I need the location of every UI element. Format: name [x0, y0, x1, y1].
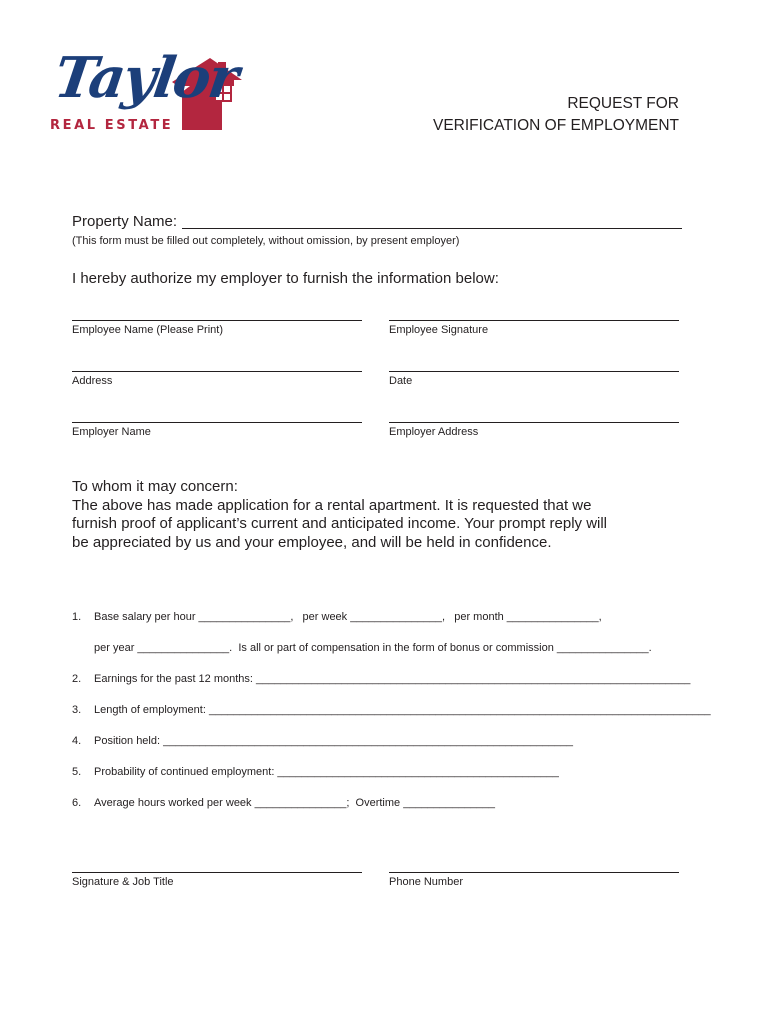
document-title-line2: VERIFICATION OF EMPLOYMENT [432, 117, 679, 134]
length-of-employment-field[interactable]: Length of employment: __________________________________________________________________________________ [94, 704, 711, 716]
item-number: 4. [72, 735, 82, 747]
hours-overtime-fields[interactable]: Average hours worked per week _______________; Overtime _______________ [94, 797, 495, 809]
address-field[interactable] [72, 371, 362, 372]
employer-name-field[interactable] [72, 422, 362, 423]
earnings-field[interactable]: Earnings for the past 12 months: _______________________________________________________________________ [94, 673, 691, 685]
phone-number-field[interactable] [389, 872, 679, 873]
letter-body [72, 478, 607, 552]
date-label: Date [389, 375, 413, 387]
employee-signature-field[interactable] [389, 320, 679, 321]
authorization-statement: I hereby authorize my employer to furnish the information below: [72, 270, 499, 287]
position-held-field[interactable]: Position held: ___________________________________________________________________ [94, 735, 573, 747]
continued-employment-field[interactable]: Probability of continued employment: ______________________________________________ [94, 766, 559, 778]
employer-name-label: Employer Name [72, 426, 151, 438]
property-name-label: Property Name: [72, 213, 178, 230]
letter-line: be appreciated by us and your employee, and will be held in confidence. [72, 533, 552, 551]
item-number: 2. [72, 673, 82, 685]
form-instruction-note: (This form must be filled out completely, without omission, by present employer) [72, 235, 460, 247]
employer-address-label: Employer Address [389, 426, 479, 438]
item-number: 6. [72, 797, 82, 809]
signature-job-title-field[interactable] [72, 872, 362, 873]
item-number: 5. [72, 766, 82, 778]
employee-name-label: Employee Name (Please Print) [72, 324, 224, 336]
address-label: Address [72, 375, 113, 387]
employee-name-field[interactable] [72, 320, 362, 321]
employee-signature-label: Employee Signature [389, 324, 489, 336]
phone-number-label: Phone Number [389, 876, 463, 888]
logo-wordmark: Taylor [50, 45, 241, 111]
letter-line: To whom it may concern: [72, 478, 238, 495]
item-number: 3. [72, 704, 82, 716]
item-number: 1. [72, 611, 82, 623]
signature-job-title-label: Signature & Job Title [72, 876, 174, 888]
salary-fields[interactable]: Base salary per hour _______________, per week _______________, per month _______________, [94, 611, 602, 623]
document-title-line1: REQUEST FOR [567, 95, 679, 112]
letter-line: The above has made application for a rental apartment. It is requested that we [72, 496, 592, 514]
letter-line: furnish proof of applicant’s current and anticipated income. Your prompt reply will [72, 515, 608, 532]
date-field[interactable] [389, 371, 679, 372]
property-name-field[interactable] [182, 228, 682, 229]
employer-address-field[interactable] [389, 422, 679, 423]
compensation-fields[interactable]: per year _______________. Is all or part of compensation in the form of bonus or commission _______________. [94, 642, 652, 654]
logo-tagline: REAL ESTATE [50, 118, 174, 133]
